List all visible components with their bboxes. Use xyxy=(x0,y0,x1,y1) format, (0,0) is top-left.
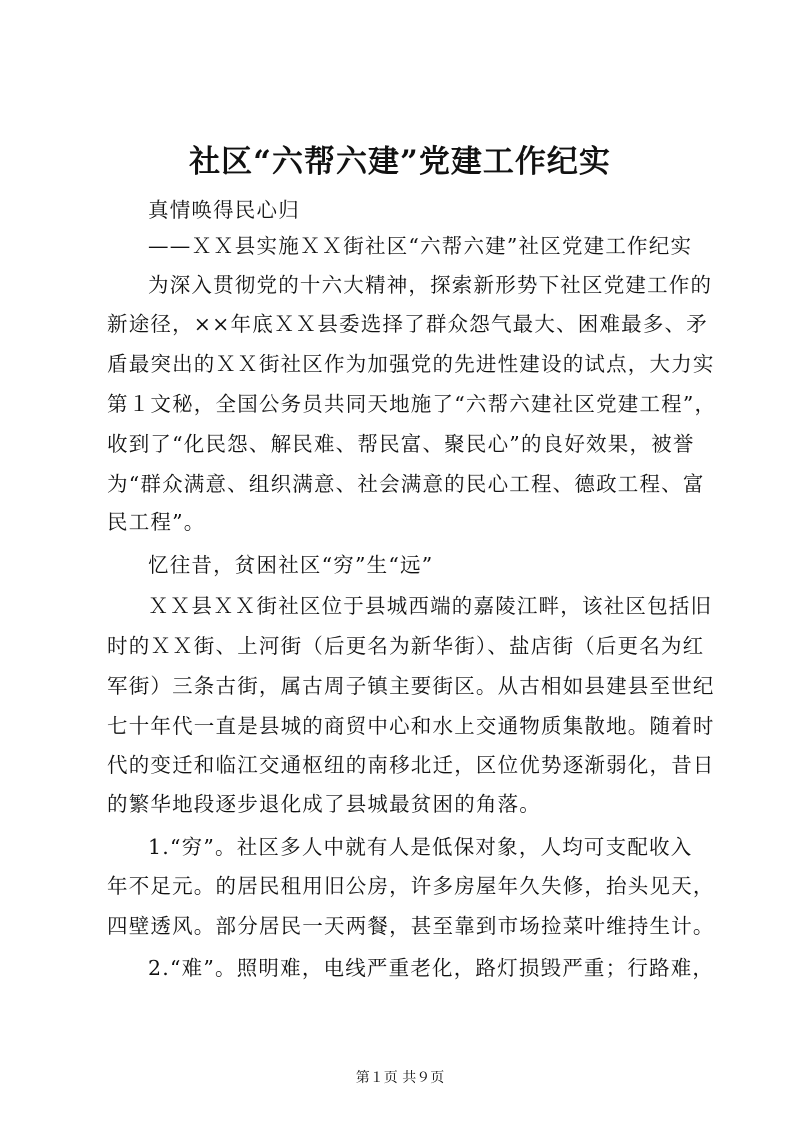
paragraph-line: 时的ＸＸ街、上河街（后更名为新华街）、盐店街（后更名为红 xyxy=(107,634,705,658)
page-number: 第１页 共９页 xyxy=(355,1070,445,1086)
paragraph-line: ＸＸ县ＸＸ街社区位于县城西端的嘉陵江畔，该社区包括旧 xyxy=(148,594,713,618)
paragraph-line: 第１文秘，全国公务员共同天地施了“六帮六建社区党建工程”， xyxy=(107,392,717,416)
paragraph-line: 代的变迁和临江交通枢纽的南移北迁，区位优势逐渐弱化，昔日 xyxy=(107,753,715,777)
paragraph-line: 民工程”。 xyxy=(107,510,206,534)
paragraph-line: 为“群众满意、组织满意、社会满意的民心工程、德政工程、富 xyxy=(107,472,705,496)
subtitle-line: ——ＸＸ县实施ＸＸ街社区“六帮六建”社区党建工作纪实 xyxy=(148,234,693,258)
paragraph-line: 的繁华地段逐步退化成了县城最贫困的角落。 xyxy=(107,792,541,816)
paragraph-line: 为深入贯彻党的十六大精神，探索新形势下社区党建工作的 xyxy=(148,273,713,297)
paragraph-line: 七十年代一直是县城的商贸中心和水上交通物质集散地。随着时 xyxy=(107,714,715,738)
paragraph-line: 年不足元。的居民租用旧公房，许多房屋年久失修，抬头见天， xyxy=(107,874,715,898)
paragraph-line: 军街）三条古街，属古周子镇主要街区。从古相如县建县至世纪 xyxy=(107,674,715,698)
paragraph-line: 四壁透风。部分居民一天两餐，甚至靠到市场捡菜叶维持生计。 xyxy=(107,914,715,938)
section-heading: 忆往昔，贫困社区“穷”生“远” xyxy=(148,553,434,577)
paragraph-line: 盾最突出的ＸＸ街社区作为加强党的先进性建设的试点，大力实 xyxy=(107,352,715,376)
paragraph-line: 1.“穷”。社区多人中就有人是低保对象，人均可支配收入 xyxy=(148,835,693,859)
subtitle: 真情唤得民心归 xyxy=(148,198,300,222)
paragraph-line: 新途径，××年底ＸＸ县委选择了群众怨气最大、困难最多、矛 xyxy=(107,312,708,336)
paragraph-line: 收到了“化民怨、解民难、帮民富、聚民心”的良好效果，被誉 xyxy=(107,432,695,456)
document-title: 社区“六帮六建”党建工作纪实 xyxy=(189,144,611,180)
paragraph-line: 2.“难”。照明难，电线严重老化，路灯损毁严重；行路难， xyxy=(148,956,715,980)
